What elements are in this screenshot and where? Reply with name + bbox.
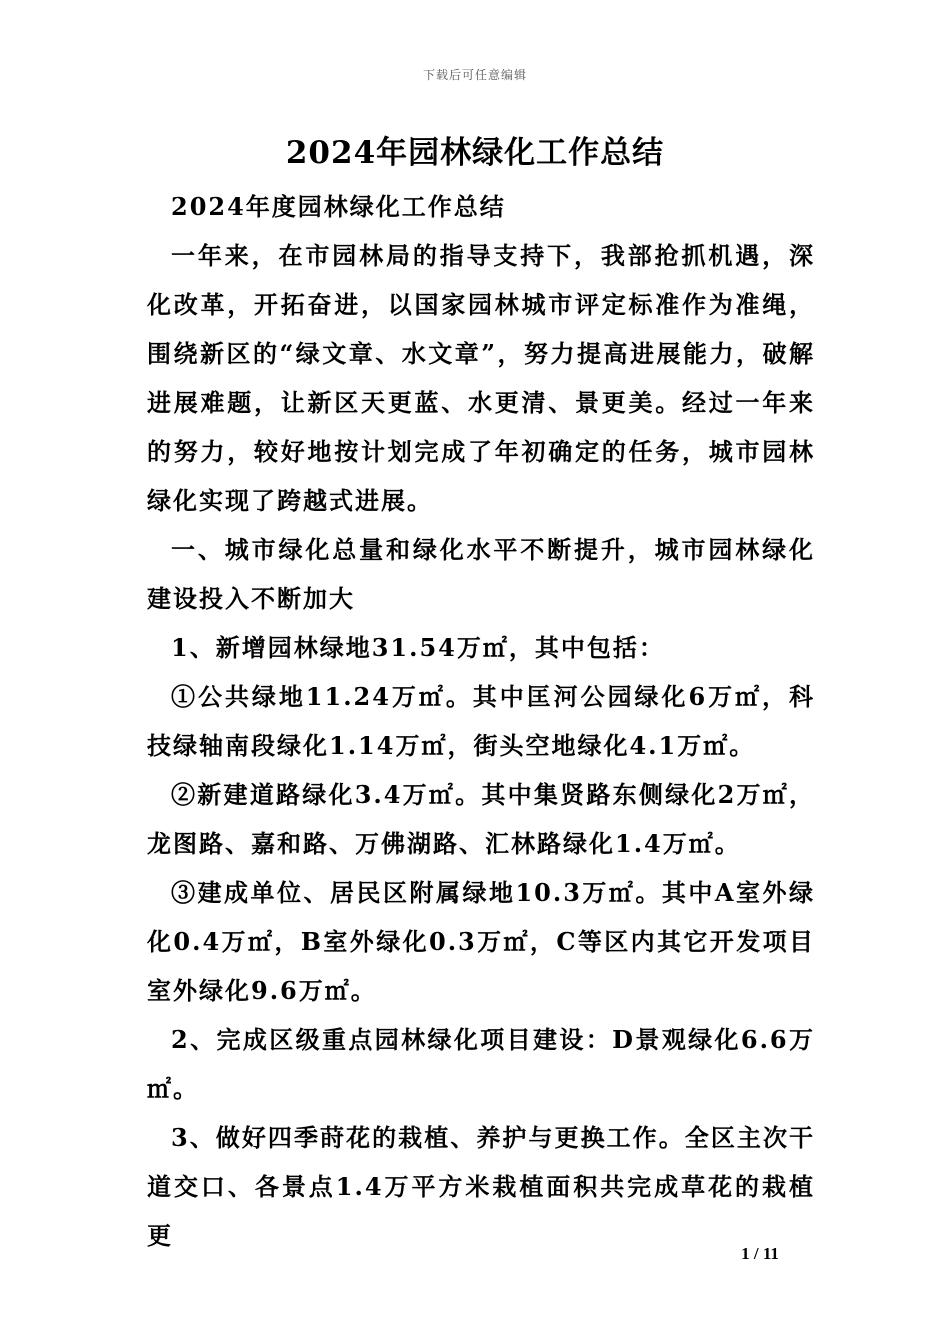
item-3-paragraph: 3、做好四季莳花的栽植、养护与更换工作。全区主次干道交口、各景点1.4万平方米栽植面积共完成草花的栽植更 [147, 1123, 815, 1250]
header-note: 下载后可任意编辑 [422, 68, 527, 82]
intro-paragraph: 一年来，在市园林局的指导支持下，我部抢抓机遇，深化改革，开拓奋进，以国家园林城市评定标准作为准绳，围绕新区的“绿文章、水文章”，努力提高进展能力，破解进展难题，让新区天更蓝、水更清、景更美。经过一年来的努力，较好地按计划完成了年初确定的任务，城市园林绿化实现了跨越式进展。 [147, 241, 815, 515]
item-1-paragraph: 1、新增园林绿地31.54万㎡，其中包括： [171, 633, 665, 662]
sub-item-2-paragraph: ②新建道路绿化3.4万㎡。其中集贤路东侧绿化2万㎡，龙图路、嘉和路、万佛湖路、汇林路绿化1.4万㎡。 [147, 780, 815, 858]
sub-item-3-paragraph: ③建成单位、居民区附属绿地10.3万㎡。其中A室外绿化0.4万㎡，B室外绿化0.3万㎡，C等区内其它开发项目室外绿化9.6万㎡。 [147, 878, 815, 1005]
item-2-paragraph: 2、完成区级重点园林绿化项目建设：D景观绿化6.6万㎡。 [147, 1025, 815, 1103]
document-body [147, 182, 815, 1260]
subtitle-paragraph: 2024年度园林绿化工作总结 [171, 192, 506, 221]
section-heading-1: 一、城市绿化总量和绿化水平不断提升，城市园林绿化建设投入不断加大 [147, 535, 815, 613]
document-title: 2024年园林绿化工作总结 [285, 135, 665, 171]
page-number: 1 / 11 [741, 1244, 779, 1263]
sub-item-1-paragraph: ①公共绿地11.24万㎡。其中匡河公园绿化6万㎡，科技绿轴南段绿化1.14万㎡，街头空地绿化4.1万㎡。 [147, 682, 815, 760]
